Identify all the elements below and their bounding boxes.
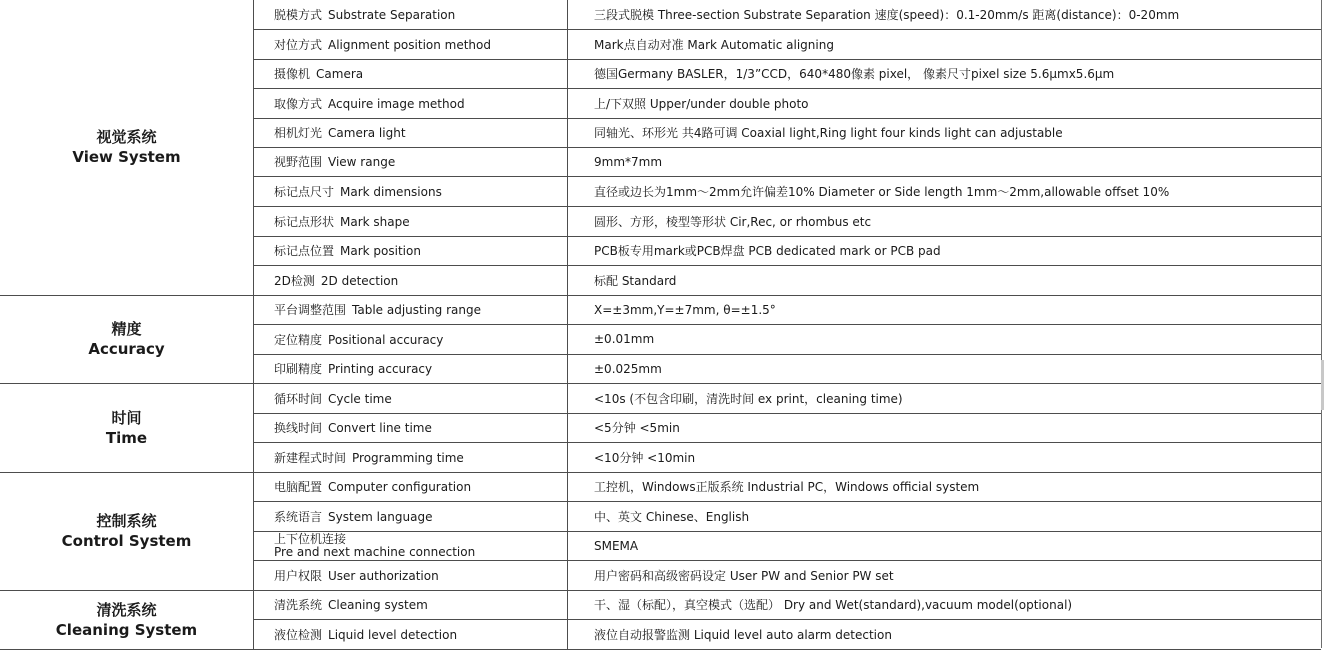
item-en: Camera bbox=[316, 67, 364, 81]
category-en: Time bbox=[105, 428, 148, 447]
value-cell: 9mm*7mm bbox=[568, 147, 1322, 176]
category-cn: 清洗系统 bbox=[96, 600, 157, 619]
value-cell: PCB板专用mark或PCB焊盘 PCB dedicated mark or PCB pad bbox=[568, 236, 1322, 265]
item-cn: 印刷精度 bbox=[274, 362, 323, 376]
item-cell bbox=[254, 147, 568, 176]
item-cell bbox=[254, 324, 568, 354]
item-en: Alignment position method bbox=[328, 37, 491, 52]
category-time bbox=[0, 383, 254, 472]
category-control-system bbox=[0, 472, 254, 590]
item-en: Pre and next machine connection bbox=[274, 544, 476, 559]
value-cell: <10分钟 <10min bbox=[568, 442, 1322, 472]
category-view-system bbox=[0, 0, 254, 295]
category-accuracy bbox=[0, 295, 254, 383]
item-cn: 相机灯光 bbox=[274, 126, 323, 140]
value-cell: Mark点自动对准 Mark Automatic aligning bbox=[568, 29, 1322, 59]
item-cell bbox=[254, 88, 568, 118]
item-en: Mark dimensions bbox=[340, 184, 442, 199]
item-en: Printing accuracy bbox=[328, 362, 433, 376]
item-cn: 标记点位置 bbox=[274, 244, 335, 258]
value-cell: 工控机，Windows正版系统 Industrial PC，Windows official system bbox=[568, 472, 1322, 501]
item-cell bbox=[254, 236, 568, 265]
item-cell bbox=[254, 265, 568, 295]
value-cell: X=±3mm,Y=±7mm, θ=±1.5° bbox=[568, 295, 1322, 324]
item-en: User authorization bbox=[328, 568, 439, 583]
value-cell: 中、英文 Chinese、English bbox=[568, 501, 1322, 531]
item-en: Cleaning system bbox=[328, 598, 428, 612]
value-cell: 用户密码和高级密码设定 User PW and Senior PW set bbox=[568, 560, 1322, 590]
item-cn: 对位方式 bbox=[274, 37, 323, 52]
item-cell bbox=[254, 354, 568, 383]
item-cn: 电脑配置 bbox=[274, 480, 323, 494]
value-cell: <10s (不包含印刷，清洗时间 ex print，cleaning time) bbox=[568, 383, 1322, 413]
item-cell bbox=[254, 176, 568, 206]
item-en: Convert line time bbox=[328, 421, 432, 435]
value-cell: 圆形、方形，棱型等形状 Cir,Rec, or rhombus etc bbox=[568, 206, 1322, 236]
item-en: Mark shape bbox=[340, 214, 410, 229]
item-en: Cycle time bbox=[328, 391, 392, 406]
category-cn: 时间 bbox=[111, 408, 142, 427]
category-en: Accuracy bbox=[88, 340, 165, 358]
item-cell bbox=[254, 295, 568, 324]
category-cn: 控制系统 bbox=[96, 512, 157, 530]
item-en: Acquire image method bbox=[328, 96, 465, 111]
item-cn: 液位检测 bbox=[274, 627, 323, 642]
item-en: Mark position bbox=[340, 244, 421, 258]
item-cell bbox=[254, 619, 568, 649]
item-cn: 换线时间 bbox=[274, 421, 323, 435]
item-cn: 标记点形状 bbox=[274, 214, 335, 229]
table-row bbox=[0, 472, 1321, 501]
value-cell: SMEMA bbox=[568, 531, 1322, 560]
value-cell: 标配 Standard bbox=[568, 265, 1322, 295]
table-row bbox=[0, 383, 1321, 413]
item-cell bbox=[254, 118, 568, 147]
item-cell bbox=[254, 442, 568, 472]
table-row bbox=[0, 295, 1321, 324]
item-cn: 视野范围 bbox=[274, 155, 323, 169]
right-border-line bbox=[1321, 0, 1322, 648]
item-cn: 清洗系统 bbox=[274, 598, 323, 612]
value-cell: ±0.01mm bbox=[568, 324, 1322, 354]
category-en: View System bbox=[72, 148, 181, 167]
item-en: Programming time bbox=[352, 450, 464, 465]
item-en: Computer configuration bbox=[328, 480, 472, 494]
value-cell: 液位自动报警监测 Liquid level auto alarm detection bbox=[568, 619, 1322, 649]
category-cn: 精度 bbox=[111, 320, 142, 338]
item-en: Positional accuracy bbox=[328, 332, 444, 347]
item-cn: 2D检测 bbox=[274, 273, 315, 288]
item-cn: 新建程式时间 bbox=[274, 450, 347, 465]
value-cell: <5分钟 <5min bbox=[568, 413, 1322, 442]
item-en: View range bbox=[328, 155, 396, 169]
item-cn: 脱模方式 bbox=[274, 7, 323, 22]
item-cell bbox=[254, 29, 568, 59]
item-en: Substrate Separation bbox=[328, 7, 456, 22]
value-cell: 德国Germany BASLER，1/3”CCD，640*480像素 pixel， 像素尺寸pixel size 5.6μmx5.6μm bbox=[568, 59, 1322, 88]
item-cell bbox=[254, 383, 568, 413]
value-cell: 上/下双照 Upper/under double photo bbox=[568, 88, 1322, 118]
item-cn: 用户权限 bbox=[274, 568, 323, 583]
item-cell bbox=[254, 531, 568, 560]
value-cell: 同轴光、环形光 共4路可调 Coaxial light,Ring light four kinds light can adjustable bbox=[568, 118, 1322, 147]
item-cn: 定位精度 bbox=[274, 332, 323, 347]
value-cell: ±0.025mm bbox=[568, 354, 1322, 383]
value-cell: 三段式脱模 Three-section Substrate Separation 速度(speed)：0.1-20mm/s 距离(distance)：0-20mm bbox=[568, 0, 1322, 29]
item-cell bbox=[254, 590, 568, 619]
item-cn: 循环时间 bbox=[274, 391, 323, 406]
table-row bbox=[0, 590, 1321, 619]
item-en: Table adjusting range bbox=[352, 303, 481, 317]
item-cell bbox=[254, 560, 568, 590]
item-cn: 上下位机连接 bbox=[274, 531, 347, 546]
item-cn: 标记点尺寸 bbox=[274, 184, 335, 199]
item-cn: 摄像机 bbox=[274, 67, 311, 81]
item-en: Liquid level detection bbox=[328, 627, 458, 642]
item-en: 2D detection bbox=[320, 273, 399, 288]
item-cell bbox=[254, 501, 568, 531]
category-en: Cleaning System bbox=[55, 620, 198, 639]
item-cell bbox=[254, 0, 568, 29]
table-row bbox=[0, 0, 1321, 29]
item-en: System language bbox=[328, 509, 433, 524]
item-cn: 平台调整范围 bbox=[274, 303, 347, 317]
item-cell bbox=[254, 472, 568, 501]
item-cell bbox=[254, 413, 568, 442]
item-en: Camera light bbox=[328, 126, 406, 140]
item-cell bbox=[254, 206, 568, 236]
category-en: Control System bbox=[61, 532, 192, 550]
category-cleaning-system bbox=[0, 590, 254, 649]
category-cn: 视觉系统 bbox=[96, 128, 157, 147]
value-cell: 直径或边长为1mm～2mm允许偏差10% Diameter or Side length 1mm～2mm,allowable offset 10% bbox=[568, 176, 1322, 206]
value-cell: 干、湿（标配），真空模式（选配） Dry and Wet(standard),vacuum model(optional) bbox=[568, 590, 1322, 619]
item-cn: 系统语言 bbox=[274, 509, 323, 524]
item-cell bbox=[254, 59, 568, 88]
item-cn: 取像方式 bbox=[274, 96, 323, 111]
